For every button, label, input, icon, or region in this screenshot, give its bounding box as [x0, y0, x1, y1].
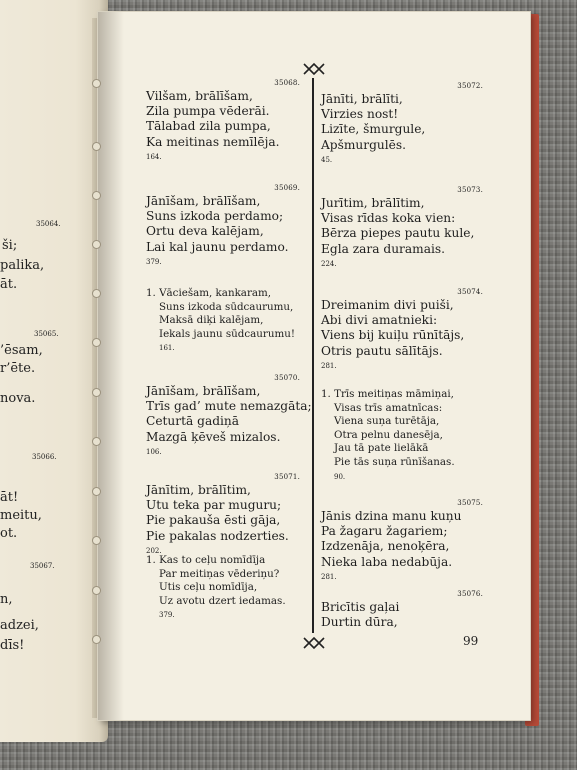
left-page-number: 35066.	[32, 453, 57, 461]
variant-35069-1	[146, 287, 300, 352]
verse-line: Jurītim, brālītim,	[321, 196, 425, 210]
verse-line: Jānīšam, brālīšam,	[146, 384, 261, 398]
variant-line: Pie tās suņa rūnīšanas.	[334, 455, 455, 468]
song-35072	[321, 82, 483, 164]
left-page-line: ši;	[2, 238, 18, 253]
left-page-line: ot.	[0, 526, 18, 541]
source-number: 164.	[146, 152, 162, 161]
verse-line: Ortu deva kalējam,	[146, 224, 264, 239]
variant-35074-1	[321, 388, 483, 481]
song-number: 35072.	[457, 82, 483, 90]
binding-stitch	[93, 192, 100, 199]
verse-line: Trīs gad’ mute nemazgāta;	[146, 399, 312, 414]
left-page-number: 35067.	[30, 562, 55, 570]
verse-line: Durtin dūra,	[321, 615, 398, 630]
left-page-number: 35064.	[36, 220, 61, 228]
song-number: 35073.	[457, 186, 483, 194]
song-number: 35071.	[274, 473, 300, 481]
verse-line: Jānis dzina manu kuņu	[321, 509, 462, 523]
song-35068	[146, 79, 300, 161]
verse-line: Suns izkoda perdamo;	[146, 209, 284, 224]
variant-35071-1	[146, 554, 300, 619]
verse-line: Tālabad zila pumpa,	[146, 119, 271, 134]
verse-line: Virzies nost!	[321, 107, 399, 122]
verse-line: Pie pakauša ēsti gāja,	[146, 513, 281, 528]
verse-line: Egla zara duramais.	[321, 241, 445, 256]
verse-line: Lai kal jaunu perdamo.	[146, 239, 289, 254]
binding-stitch	[93, 438, 100, 445]
left-page-line: palika,	[0, 258, 45, 273]
verse-line: Lizīte, šmurgule,	[321, 122, 426, 137]
song-number: 35070.	[274, 374, 300, 382]
source-number: 202.	[146, 546, 162, 555]
variant-line: Utis ceļu nomīdīja,	[159, 581, 258, 594]
verse-line: Ceturtā gadiņā	[146, 414, 240, 429]
verse-line: Jānītim, brālītim,	[146, 483, 251, 497]
binding-stitch	[93, 587, 100, 594]
verse-line: Izdzenāja, nenoķēra,	[321, 539, 450, 554]
verse-line: Bricītis gaļai	[321, 600, 400, 614]
source-number: 224.	[321, 259, 337, 268]
variant-line: Par meitiņas vēderiņu?	[159, 567, 280, 580]
verse-line: Ka meitinas nemīlēja.	[146, 134, 280, 149]
song-number: 35075.	[457, 499, 483, 507]
left-page-line: meitu,	[0, 508, 42, 523]
song-35071	[146, 473, 300, 555]
left-page-line: āt!	[0, 490, 19, 505]
verse-line: Utu teka par muguru;	[146, 498, 282, 513]
binding-stitch	[93, 143, 100, 150]
left-page-line: adzei,	[0, 618, 39, 633]
source-number: 45.	[321, 155, 333, 164]
variant-line: Visas trīs amatnīcas:	[334, 401, 443, 414]
song-35075	[321, 499, 483, 581]
spine-shadow	[98, 12, 124, 720]
source-number: 379.	[146, 257, 162, 266]
song-35074	[321, 288, 483, 370]
source-number: 379.	[159, 611, 175, 620]
verse-line: Jānīti, brālīti,	[321, 92, 403, 106]
variant-line: Uz avotu dzert iedamas.	[159, 594, 286, 607]
binding-stitch	[93, 537, 100, 544]
song-number: 35076.	[457, 590, 483, 598]
column-divider	[312, 78, 314, 633]
verse-line: Vilšam, brālīšam,	[146, 89, 253, 103]
binding-stitch	[93, 339, 100, 346]
verse-line: Apšmurgulēs.	[321, 137, 406, 152]
song-35073	[321, 186, 483, 268]
variant-line: Otra pelnu danesēja,	[334, 428, 443, 441]
left-page-line: ’ēsam,	[0, 343, 43, 358]
variant-line: Maksā diķi kalējam,	[159, 314, 264, 327]
verse-line: Otris pautu sālītājs.	[321, 343, 443, 358]
verse-line: Viens bij kuiļu rūnītājs,	[321, 328, 465, 343]
source-number: 281.	[321, 572, 337, 581]
verse-line: Visas rīdas koka vien:	[321, 211, 456, 226]
left-page-line: r’ēte.	[0, 361, 36, 376]
source-number: 281.	[321, 361, 337, 370]
verse-line: Bērza piepes pautu kule,	[321, 226, 475, 241]
left-page-number: 35065.	[34, 330, 59, 338]
song-35069	[146, 184, 300, 266]
verse-line: Mazgā ķēveš mizalos.	[146, 429, 281, 444]
verse-line: Abi divi amatnieki:	[321, 313, 438, 328]
variant-line: Suns izkoda sūdcaurumu,	[159, 300, 294, 313]
verse-line: Nieka laba nedabūja.	[321, 554, 453, 569]
song-number: 35069.	[274, 184, 300, 192]
variant-line: Viena suņa turētāja,	[334, 415, 440, 428]
binding-stitch	[93, 80, 100, 87]
binding-stitch	[93, 290, 100, 297]
binding-stitch	[93, 241, 100, 248]
verse-line: Pie pakalas nodzerties.	[146, 528, 289, 543]
verse-line: Jānīšam, brālīšam,	[146, 194, 261, 208]
page-number: 99	[463, 634, 479, 648]
left-page-line: n,	[0, 592, 13, 607]
source-number: 106.	[146, 447, 162, 456]
song-number: 35074.	[457, 288, 483, 296]
song-number: 35068.	[274, 79, 300, 87]
source-number: 161.	[159, 344, 175, 353]
song-35070	[146, 374, 312, 456]
left-page-line: dīs!	[0, 638, 25, 653]
binding-stitch	[93, 488, 100, 495]
binding-stitch	[93, 389, 100, 396]
verse-line: Pa žagaru žagariem;	[321, 524, 448, 539]
left-page-line: āt.	[0, 277, 18, 292]
top-ornament-icon	[302, 60, 326, 80]
source-number: 90.	[334, 472, 346, 481]
variant-line: 1. Kas to ceļu nomīdīja	[146, 554, 266, 566]
left-page-line: nova.	[0, 391, 36, 406]
variant-line: Iekals jaunu sūdcaurumu!	[159, 327, 296, 340]
song-35076	[321, 590, 483, 630]
variant-line: Jau tā pate lielākā	[334, 442, 429, 455]
bottom-ornament-icon	[302, 636, 326, 656]
variant-line: 1. Vāciešam, kankaram,	[146, 287, 272, 299]
verse-line: Zila pumpa vēderāi.	[146, 104, 270, 119]
binding-stitch	[93, 636, 100, 643]
variant-line: 1. Trīs meitiņas māmiņai,	[321, 388, 454, 400]
verse-line: Dreimanim divi puiši,	[321, 298, 454, 312]
